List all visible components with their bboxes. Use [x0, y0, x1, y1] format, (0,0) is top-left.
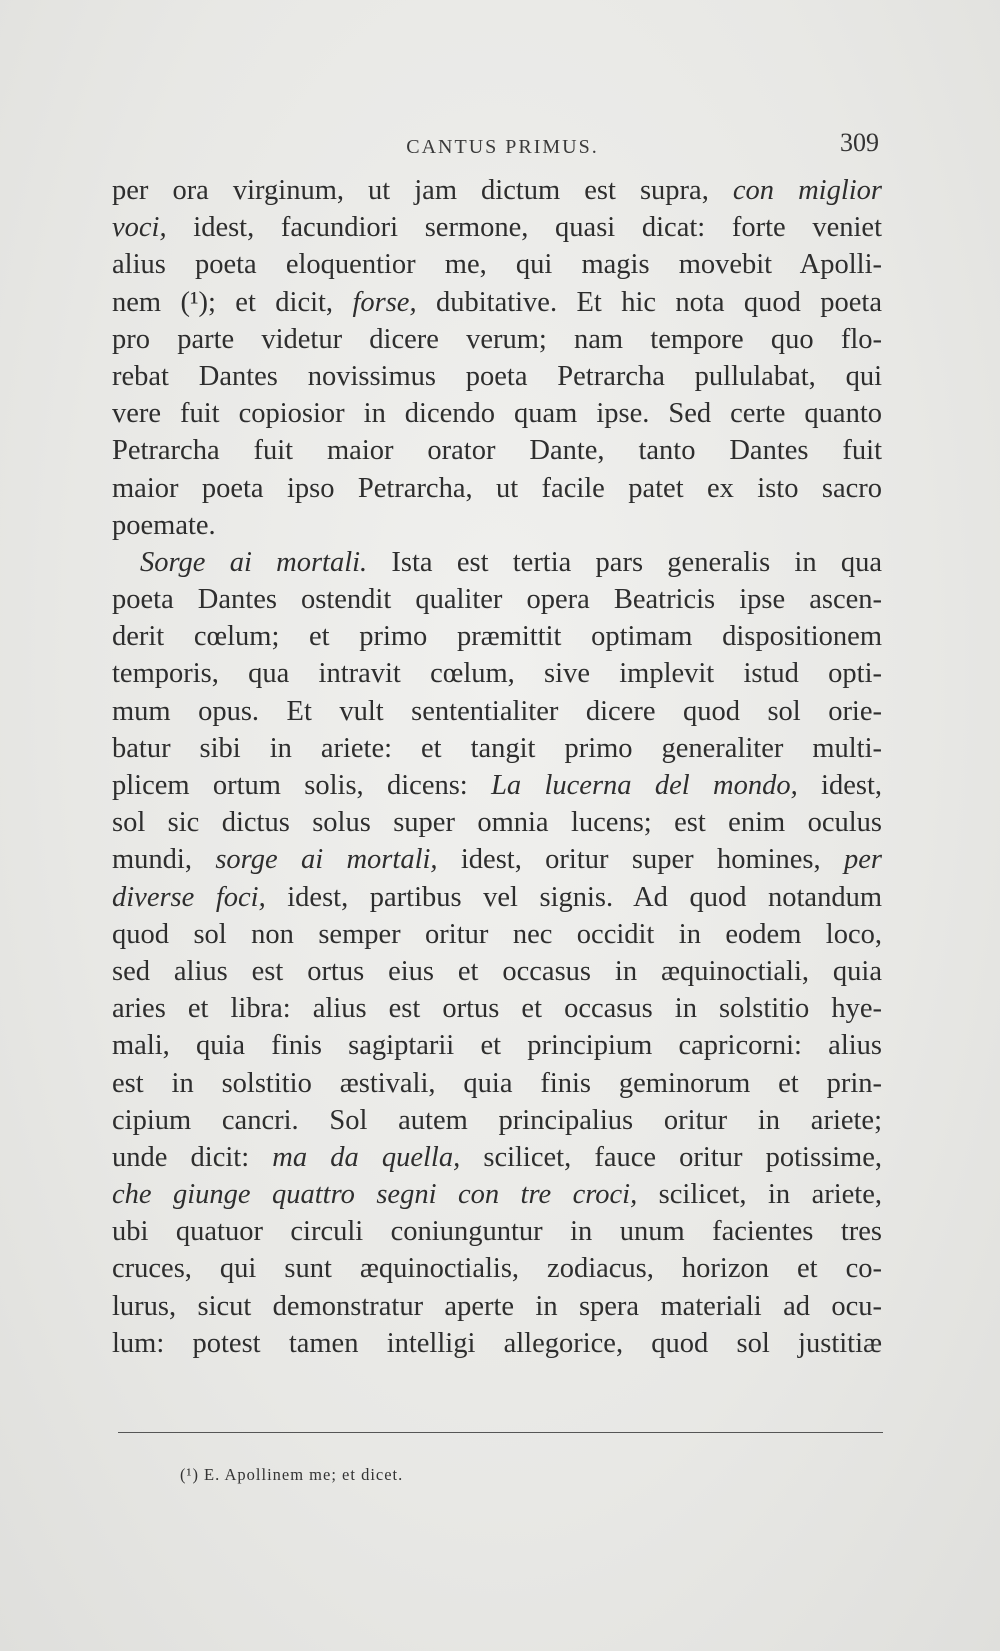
text-line: [112, 767, 882, 804]
text-line: [112, 1325, 882, 1362]
italic-text-segment: diverse foci,: [112, 881, 266, 913]
text-line: [112, 990, 882, 1027]
text-line: [112, 1213, 882, 1250]
italic-text-segment: con miglior: [732, 175, 883, 206]
text-segment: idest, facundiori sermone, quasi dicat: forte veniet: [166, 212, 882, 244]
italic-text-segment: per: [844, 844, 882, 876]
text-segment: scilicet, fauce oritur potissime,: [460, 1141, 882, 1173]
text-segment: vere fuit copiosior in dicendo quam ipse. Sed certe quanto: [112, 398, 882, 430]
text-segment: quod sol non semper oritur nec occidit in eodem loco,: [112, 918, 882, 950]
text-segment: rebat Dantes novissimus poeta Petrarcha pullulabat, qui: [112, 360, 882, 392]
italic-text-segment: che giunge quattro segni con tre croci,: [112, 1179, 638, 1211]
text-line: [112, 1288, 882, 1325]
text-line: [112, 209, 882, 246]
text-segment: plicem ortum solis, dicens:: [112, 770, 492, 801]
text-line: [112, 804, 882, 841]
text-line: [112, 916, 882, 953]
text-segment: idest, oritur super homines,: [437, 844, 844, 876]
body-text: [112, 172, 882, 1362]
text-segment: alius poeta eloquentior me, qui magis movebit Apolli-: [112, 249, 882, 281]
italic-text-segment: voci,: [112, 212, 167, 244]
text-segment: sed alius est ortus eius et occasus in æquinoctiali, quia: [112, 955, 882, 987]
text-line: [112, 432, 882, 469]
text-line: [112, 246, 882, 283]
text-segment: mum opus. Et vult sententialiter dicere quod sol orie-: [112, 695, 882, 727]
text-line: [112, 544, 882, 581]
running-head: [120, 128, 885, 168]
text-segment: Ista est tertia pars generalis in qua: [367, 546, 882, 578]
text-segment: nem (¹); et dicit,: [112, 286, 353, 318]
text-line: [112, 395, 882, 432]
text-line: [112, 730, 882, 767]
text-segment: dubitative. Et hic nota quod poeta: [416, 286, 882, 318]
text-segment: temporis, qua intravit cœlum, sive implevit istud opti-: [112, 658, 882, 690]
text-segment: mali, quia finis sagiptarii et principium capricorni: alius: [112, 1030, 882, 1062]
text-line: [112, 470, 882, 507]
text-line: [112, 1102, 882, 1139]
text-segment: unde dicit:: [112, 1141, 273, 1173]
italic-text-segment: forse,: [352, 286, 417, 318]
text-segment: maior poeta ipso Petrarcha, ut facile patet ex isto sacro: [112, 472, 882, 504]
text-segment: ubi quatuor circuli coniunguntur in unum facientes tres: [112, 1216, 882, 1248]
footnote: (¹) E. Apollinem me; et dicet.: [180, 1465, 404, 1484]
text-segment: per ora virginum, ut jam dictum est supra,: [112, 175, 733, 206]
text-line: [112, 841, 882, 878]
text-line: [112, 358, 882, 395]
text-line: [112, 693, 882, 730]
text-segment: idest,: [797, 770, 882, 801]
text-line: [112, 581, 882, 618]
text-line: [112, 172, 882, 209]
text-line: [112, 618, 882, 655]
text-line: [112, 1250, 882, 1287]
text-segment: poeta Dantes ostendit qualiter opera Beatricis ipse ascen-: [112, 584, 882, 616]
italic-text-segment: ma da quella,: [272, 1141, 461, 1173]
running-head-title: CANTUS PRIMUS.: [406, 136, 599, 158]
text-segment: scilicet, in ariete,: [637, 1179, 882, 1211]
text-segment: aries et libra: alius est ortus et occasus in solstitio hye-: [112, 993, 882, 1025]
text-segment: mundi,: [112, 844, 216, 876]
text-line: [112, 1065, 882, 1102]
text-line: [112, 655, 882, 692]
text-segment: lurus, sicut demonstratur aperte in spera materiali ad ocu-: [112, 1290, 882, 1322]
text-line: [112, 321, 882, 358]
text-segment: est in solstitio æstivali, quia finis geminorum et prin-: [112, 1067, 882, 1099]
text-segment: idest, partibus vel signis. Ad quod notandum: [265, 881, 882, 913]
text-segment: derit cœlum; et primo præmittit optimam dispositionem: [112, 621, 882, 653]
text-line: [112, 284, 882, 321]
text-line: [112, 1027, 882, 1064]
text-segment: sol sic dictus solus super omnia lucens; est enim oculus: [112, 807, 882, 839]
text-segment: cruces, qui sunt æquinoctialis, zodiacus, horizon et co-: [112, 1253, 882, 1285]
text-segment: Petrarcha fuit maior orator Dante, tanto Dantes fuit: [112, 435, 882, 467]
italic-text-segment: Sorge ai mortali.: [140, 546, 368, 578]
italic-text-segment: La lucerna del mondo,: [491, 770, 798, 801]
footnote-rule: [118, 1432, 883, 1433]
text-line: [112, 953, 882, 990]
text-line: [112, 879, 882, 916]
text-segment: cipium cancri. Sol autem principalius oritur in ariete;: [112, 1104, 882, 1136]
italic-text-segment: sorge ai mortali,: [215, 844, 438, 876]
text-segment: batur sibi in ariete: et tangit primo generaliter multi-: [112, 732, 882, 764]
text-segment: lum: potest tamen intelligi allegorice, quod sol justitiæ: [112, 1327, 882, 1359]
text-line: [112, 1176, 882, 1213]
text-line: [112, 507, 882, 544]
text-segment: pro parte videtur dicere verum; nam tempore quo flo-: [112, 323, 882, 355]
page-number: 309: [840, 128, 879, 157]
text-segment: poemate.: [112, 509, 216, 541]
text-line: [112, 1139, 882, 1176]
